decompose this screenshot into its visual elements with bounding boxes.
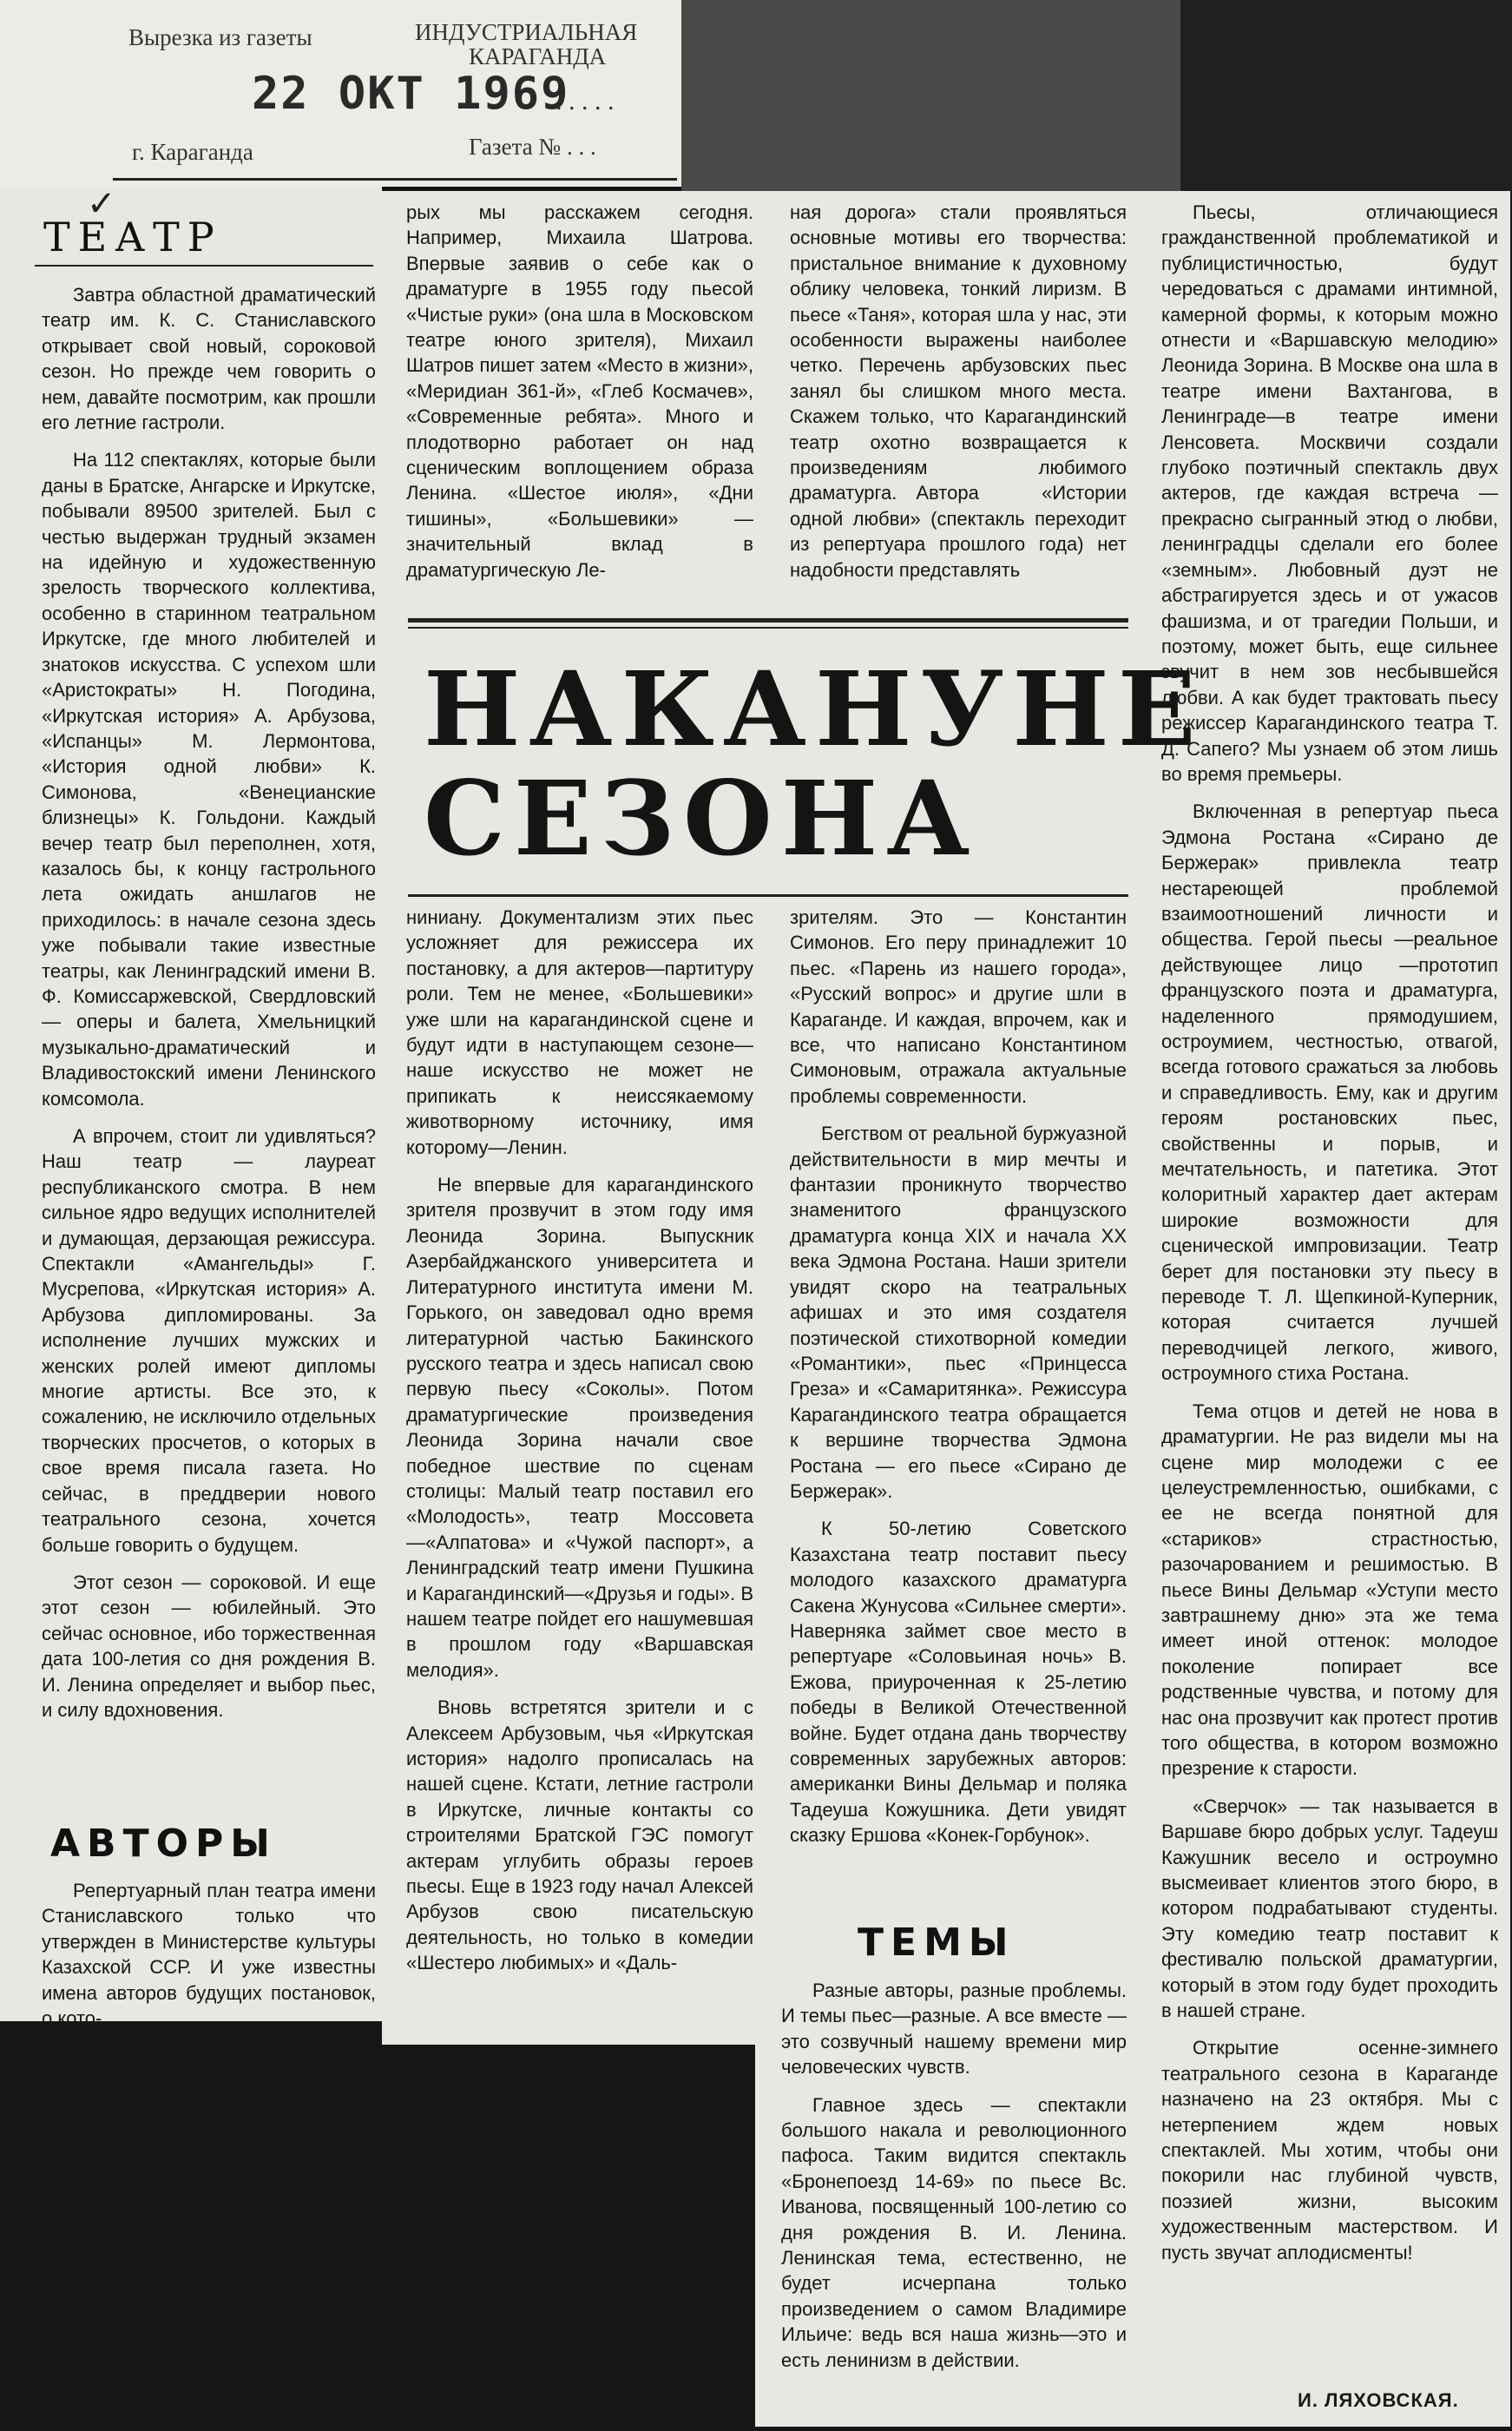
col3-paragraph: Разные авторы, разные проблемы. И темы пьес—разные. А все вместе — это созвучный нашему времени мир человеческих чувств. [781, 1980, 1127, 2079]
col2-paragraph: ниниану. Документализм этих пьес усложняет для режиссера их постановку, а для актеров—партитуру роли. Тем не менее, «Большевики» уже шли на карагандинской сцене и будут идти в наступающем сезоне—наше искусство не может не припикать к неиссякаемому животворному источнику, имя которому—Ленин. [406, 906, 753, 1158]
background-strip [681, 0, 1180, 191]
column-3-top [790, 200, 1127, 612]
col4-paragraph: Включенная в репертуар пьеса Эдмона Ростана «Сирано де Бержерак» привлекла театр нестареющей проблемой взаимоотношений личности и общества. Герой пьесы —реальное действующее лицо —прототип французского поэта и драматурга, наделенного прямодушием, остроумием, честностью, отвагой, всегда готового сражаться за любовь и справедливость. Ему, как и другим героям ростановских пьес, свойственны и порыв, и мечтательность, и патетика. Этот колоритный характер дает актерам широкие возможности для сценической импровизации. Театр берет для постановки эту пьесу в переводе Т. Л. Щепкиной-Куперник, которая считается лучшей переводчицей легкого, живого, остроумного стиха Ростана. [1161, 800, 1498, 1385]
col1-paragraph: Завтра областной драматический театр им. К. С. Станиславского открывает свой новый, сороковой сезон. Но прежде чем говорить о нем, давайте посмотрим, как прошли его летние гастроли. [42, 284, 376, 434]
column-2-top [406, 200, 753, 612]
col1-paragraph: Репертуарный план театра имени Станиславского только что утвержден в Министерстве культуры Казахской ССР. И уже известны имена авторов будущих постановок, о кото- [42, 1880, 376, 2030]
col1-paragraph: А впрочем, стоит ли удивляться? Наш театр — лауреат республиканского смотра. В нем сильное ядро ведущих исполнителей и думающая, дерзающая режиссура. Спектакли «Амангельды» Г. Мусрепова, «Иркутская история» А. Арбузова дипломированы. За исполнение лучших мужских и женских ролей имеют дипломы многие артисты. Все это, к сожалению, не исключило отдельных творческих просчетов, о которых в свое время писала газета. Но сейчас, в преддверии нового театрального сезона, хочется больше говорить о будущем. [42, 1125, 376, 1556]
rubric-title: ТЕАТР [43, 214, 222, 260]
col2-paragraph: Не впервые для карагандинского зрителя прозвучит в этом году имя Леонида Зорина. Выпускник Азербайджанского университета и Литературного института имени М. Горького, он заведовал одно время литературной частью Бакинского русского театра и здесь написал свою первую пьесу «Соколы». Потом драматургические произведения Леонида Зорина начали свое победное шествие по сценам столицы: Малый театр поставил его «Молодость», театр Моссовета—«Алпатова» и «Чужой паспорт», а Ленинградский театр имени Пушкина и Карагандинский—«Друзья и годы». В нашем театре пойдет его нашумевшая в прошлом году «Варшавская мелодия». [406, 1174, 753, 1681]
headline-rule-top [408, 618, 1128, 623]
column-2-bottom [406, 905, 753, 2038]
col4-paragraph: Пьесы, отличающиеся гражданственной проблематикой и публицистичностью, будут чередоваться с драмами интимной, камерной формы, к которым можно отнести и «Варшавскую мелодию» Леонида Зорина. В Москве она шла в театре имени Вахтангова, в Ленинграде—в театре имени Ленсовета. Москвичи создали глубоко поэтичный спектакль двух актеров, где каждая встреча — прекрасно сыгранный этюд о любви, ленинградцы сделали его более «земным». Любовный дуэт не абстрагируется здесь и от ужасов фашизма, и от трагедии Польши, и поэтому, может быть, еще сильнее звучит в нем зов несбывшейся любви. А как будет трактовать пьесу режиссер Карагандинского театра Т. Д. Сапего? Мы узнаем об этом лишь во время премьеры. [1161, 201, 1498, 785]
column-4 [1161, 200, 1498, 2388]
check-mark-icon: ✓ [87, 184, 116, 224]
headline-rule-top-thin [408, 627, 1128, 629]
section-title-authors: АВТОРЫ [50, 1822, 277, 1866]
newspaper-name-line1: ИНДУСТРИАЛЬНАЯ [415, 19, 638, 45]
clipping-prefix: Вырезка из газеты [128, 24, 312, 50]
date-dots: . . . . . [555, 87, 615, 115]
column-3-bottom [790, 905, 1127, 1929]
issue-number: Газета № . . . [469, 134, 596, 160]
col4-paragraph: Открытие осенне-зимнего театрального сезона в Караганде назначено на 23 октября. Мы с нетерпением ждем новых спектаклей. Мы хотим, чтобы они покорили нас глубиной чувств, поэзией жизни, высоким художественным мастерством. И пусть звучат аплодисменты! [1161, 2037, 1498, 2263]
column-3-themes [781, 1978, 1127, 2421]
section-title-themes: ТЕМЫ [858, 1920, 1016, 1965]
rubric-underline [35, 265, 373, 267]
author-signature: И. ЛЯХОВСКАЯ. [1298, 2389, 1459, 2411]
col3-paragraph: ная дорога» стали проявляться основные мотивы его творчества: пристальное внимание к духовному облику человека, тонкий лиризм. В пьесе «Таня», которая шла у нас, эти особенности выражены наиболее четко. Перечень арбузовских пьес занял бы слишком много места. Скажем только, что Карагандинский театр охотно возвращается к произведениям любимого драматурга. Автора «Истории одной любви» (спектакль переходит из репертуара прошлого года) нет надобности представлять [790, 201, 1127, 581]
column-1 [42, 282, 376, 1828]
col2-paragraph: рых мы расскажем сегодня. Например, Михаила Шатрова. Впервые заявив о себе как о драматурге в 1955 году пьесой «Чистые руки» (она шла в Московском театре юного зрителя), Михаил Шатров пишет затем «Место в жизни», «Меридиан 361-й», «Глеб Космачев», «Современные ребята». Много и плодотворно работает он над сценическим воплощением образа Ленина. «Шестое июля», «Дни тишины», «Большевики» — значительный вклад в драматургическую Ле- [406, 201, 753, 581]
headline-line-2: СЕЗОНА [424, 758, 979, 879]
label-rule [113, 178, 677, 181]
headline-line-1: НАКАНУНЕ [424, 649, 1205, 769]
clipping-city: г. Караганда [132, 139, 253, 165]
col2-paragraph: Вновь встретятся зрители и с Алексеем Арбузовым, чья «Иркутская история» надолго прописалась на нашей сцене. Кстати, летние гастроли в Иркутске, личные контакты со строителями Братской ГЭС помогут актерам углубить образы героев пьесы. Еще в 1923 году начал Алексей Арбузов свою писательскую деятельность, но только в комедии «Шестеро любимых» и «Даль- [406, 1696, 753, 1974]
col3-paragraph: Бегством от реальной буржуазной действительности в мир мечты и фантазии проникнуто творчество знаменитого французского драматурга конца XIX и начала XX века Эдмона Ростана. Наши зрители увидят скоро на театральных афишах и это имя создателя поэтической стихотворной комедии «Романтики», пьес «Принцесса Греза» и «Самаритянка». Режиссура Карагандинского театра обращается к вершине творчества Эдмона Ростана — его пьесе «Сирано де Бержерак». [790, 1123, 1127, 1502]
col3-paragraph: К 50-летию Советского Казахстана театр поставит пьесу молодого казахского драматурга Сакена Жунусова «Сильнее смерти». Наверняка займет свое место в репертуаре «Соловьиная ночь» В. Ежова, приуроченная к 25-летию победы в Великой Отечественной войне. Будет отдана дань творчеству современных зарубежных авторов: американки Вины Дельмар и поляка Тадеуша Кожушника. Дети увидят сказку Ершова «Конек-Горбунок». [790, 1518, 1127, 1847]
col4-paragraph: «Сверчок» — так называется в Варшаве бюро добрых услуг. Тадеуш Кажушник весело и остроумно высмеивает клиентов этого бюро, в котором подрабатывают студенты. Эту комедию театр поставит к фестивалю польской драматургии, который в этом году будет проходить в нашей стране. [1161, 1795, 1498, 2022]
col4-paragraph: Тема отцов и детей не нова в драматургии. Не раз видели мы на сцене мир молодежи с ее целеустремленностью, ошибками, с ее не всегда понятной для «стариков» страстностью, разочарованием и решимостью. В пьесе Вины Дельмар «Уступи место завтрашнему дню» эта же тема имеет иной оттенок: молодое поколение попирает все родственные чувства, и потому для нас она прозвучит как протест против того общества, в котором возможно презрение к старости. [1161, 1400, 1498, 1780]
date-stamp: 22 ОКТ 1969 [252, 68, 570, 120]
col3-paragraph: зрителям. Это — Константин Симонов. Его перу принадлежит 10 пьес. «Парень из нашего города», «Русский вопрос» и другие шли в Караганде. И каждая, впрочем, как и все, что написано Константином Симоновым, отражала актуальные проблемы современности. [790, 906, 1127, 1107]
newspaper-name-line2: КАРАГАНДА [469, 43, 607, 69]
col1-paragraph: Этот сезон — сороковой. И еще этот сезон — юбилейный. Это сейчас основное, ибо торжественная дата 100-летия со дня рождения В. И. Ленина определяет и выбор пьес, и силу вдохновения. [42, 1571, 376, 1721]
col3-paragraph: Главное здесь — спектакли большого накала и революционного пафоса. Таким видится спектакль «Бронепоезд 14-69» по пьесе Вс. Иванова, посвященный 100-летию со дня рождения В. И. Ленина. Ленинская тема, естественно, не будет исчерпана только произведением о самом Владимире Ильиче: ведь вся наша жизнь—это и есть ленинизм в действии. [781, 2093, 1127, 2371]
column-1-authors [42, 1878, 376, 2030]
headline-rule-bottom [408, 894, 1128, 897]
col1-paragraph: На 112 спектаклях, которые были даны в Братске, Ангарске и Иркутске, побывали 89500 зрителей. Был с честью выдержан трудный экзамен на идейную и художественную зрелость творческого коллектива, особенно в старинном театральном Иркутске, где много любителей и знатоков искусства. С успехом шли «Аристократы» Н. Погодина, «Иркутская история» А. Арбузова, «Испанцы» М. Лермонтова, «История одной любви» К. Симонова, «Венецианские близнецы» К. Гольдони. Каждый вечер театр был переполнен, хотя, казалось бы, к концу гастрольного лета ожидать аншлагов не приходилось: в начале сезона здесь уже побывали такие известные театры, как Ленинградский имени В. Ф. Комиссаржевской, Свердловский — оперы и балета, Хмельницкий музыкально-драматический и Владивостокский имени Ленинского комсомола. [42, 449, 376, 1110]
background-strip-dark [1180, 0, 1512, 191]
